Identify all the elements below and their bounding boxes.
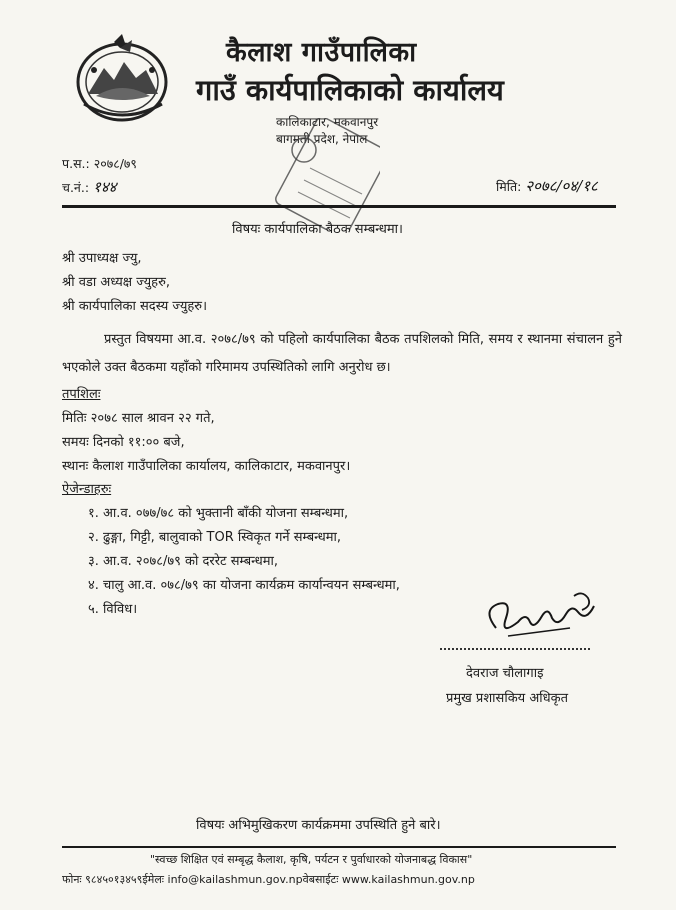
recipient-1: श्री उपाध्यक्ष ज्यु,: [62, 251, 142, 266]
agenda-item: २. ढुङ्गा, गिट्टी, बालुवाको TOR स्विकृत गर्ने सम्बन्धमा,: [88, 530, 342, 545]
signatory-name: देवराज चौलागाइ: [466, 666, 544, 681]
reference-ps: [62, 155, 137, 172]
ps-label: प.स.:: [62, 156, 90, 171]
handwritten-signature: [478, 588, 608, 650]
details-heading: तपशिलः: [62, 387, 101, 402]
header-divider: [62, 205, 616, 208]
reference-cn: [62, 177, 116, 197]
agenda-item: ४. चालु आ.व. ०७८/७९ का योजना कार्यक्रम कार्यान्वयन सम्बन्धमा,: [88, 578, 400, 593]
agenda-item: ३. आ.व. २०७८/७९ को दररेट सम्बन्धमा,: [88, 554, 279, 569]
date-value: २०७८/०४/१८: [525, 177, 598, 195]
cn-value: १४४: [93, 178, 117, 196]
agenda-item: ५. विविध।: [88, 602, 138, 617]
office-title-line2: गाउँ कार्यपालिकाको कार्यालय: [196, 73, 504, 107]
details-date: मितिः २०७८ साल श्रावन २२ गते,: [62, 411, 215, 426]
bottom-subject-line: विषयः अभिमुखिकरण कार्यक्रममा उपस्थिति हुने बारे।: [196, 818, 441, 833]
details-time: समयः दिनको ११:०० बजे,: [62, 435, 185, 450]
ps-value: २०७८/७९: [93, 156, 137, 171]
signatory-designation: प्रमुख प्रशासकिय अधिकृत: [446, 691, 569, 706]
agenda-item: १. आ.व. ०७७/७८ को भुक्तानी बाँकी योजना सम्बन्धमा,: [88, 506, 349, 521]
reference-date: [496, 176, 598, 196]
agenda-heading: ऐजेन्डाहरुः: [62, 482, 112, 497]
address-line2: बागमती प्रदेश, नेपाल: [276, 132, 368, 146]
details-place: स्थानः कैलाश गाउँपालिका कार्यालय, कालिकाटार, मकवानपुर।: [62, 459, 351, 474]
recipient-2: श्री वडा अध्यक्ष ज्युहरु,: [62, 275, 170, 290]
office-title-line1: कैलाश गाउँपालिका: [226, 37, 417, 68]
footer-divider: [62, 846, 616, 848]
signature-line: [440, 648, 590, 650]
date-label: मिति:: [496, 179, 522, 194]
body-paragraph: प्रस्तुत विषयमा आ.व. २०७८/७९ को पहिलो कार्यपालिका बैठक तपशिलको मिति, समय र स्थानमा संचालन हुने भएकोले उक्त बैठकमा यहाँको गरिमामय उपस्थितिको लागि अनुरोध छ।: [62, 332, 622, 375]
footer-contact: फोनः ९८४५०१३४५९ईमेलः info@kailashmun.gov.npवेबसाईटः www.kailashmun.gov.np: [62, 873, 475, 886]
address-line1: कालिकाटार, मकवानपुर: [276, 115, 379, 129]
footer-motto: "स्वच्छ शिक्षित एवं सम्बृद्ध कैलाश, कृषि, पर्यटन र पुर्वाधारको योजनाबद्ध विकास": [150, 853, 473, 866]
recipient-3: श्री कार्यपालिका सदस्य ज्युहरु।: [62, 299, 208, 314]
nepal-emblem-logo: [74, 34, 170, 124]
office-stamp: [270, 118, 380, 230]
cn-label: च.नं.:: [62, 180, 90, 195]
subject-line: विषयः कार्यपालिका बैठक सम्बन्धमा।: [232, 222, 403, 237]
